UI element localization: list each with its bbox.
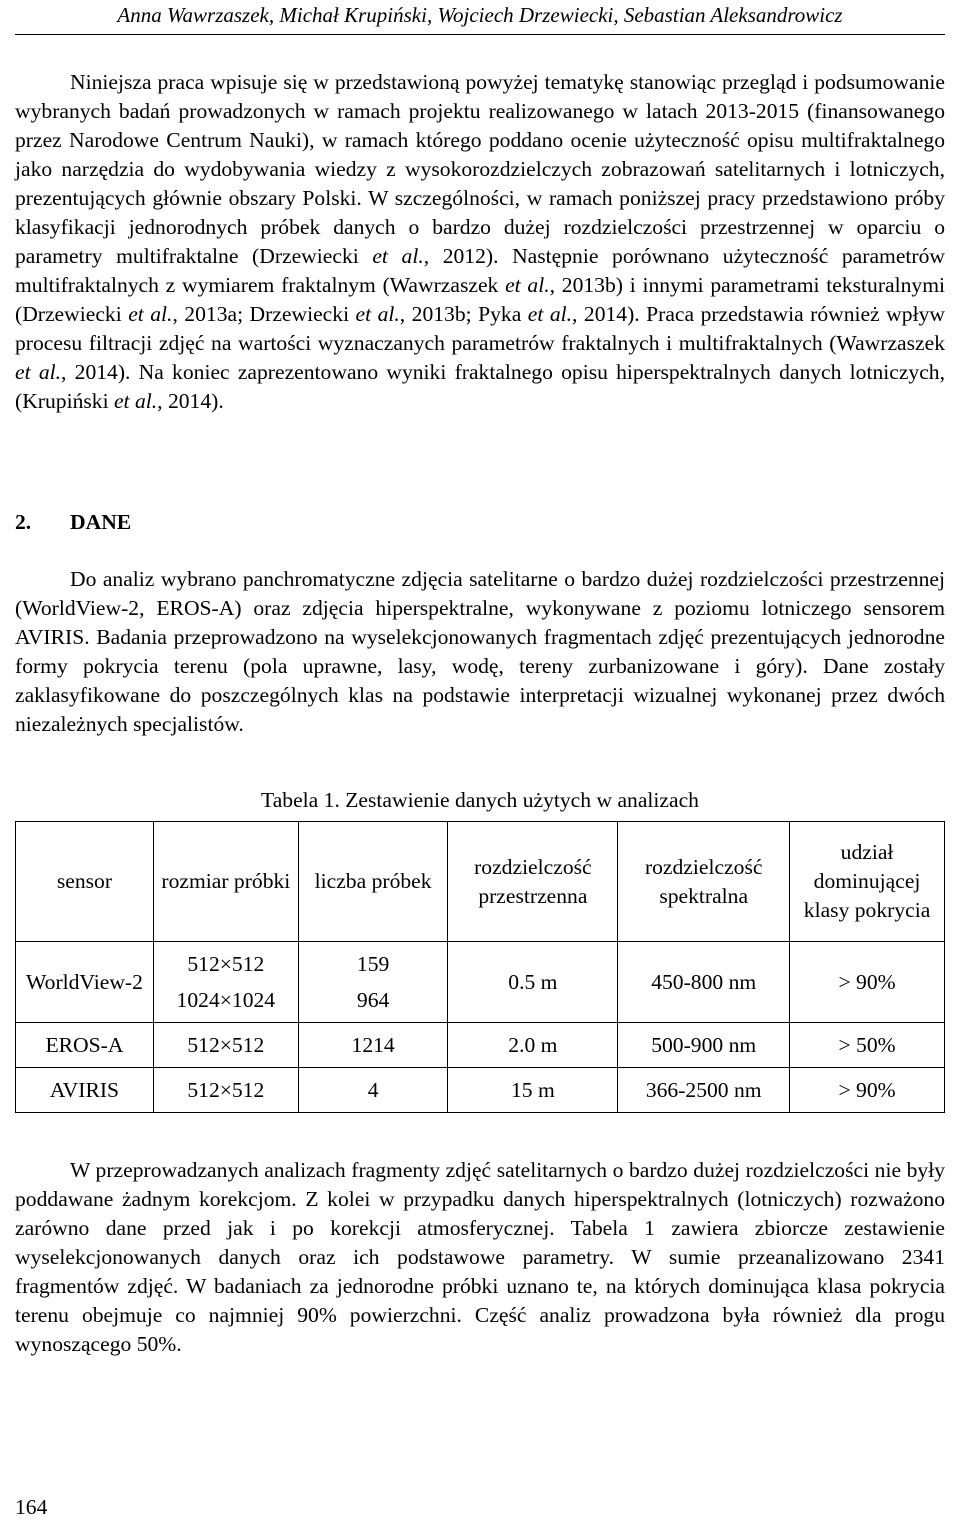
- table-row: [16, 1068, 945, 1113]
- cell-spectral-resolution: 500-900 nm: [618, 1023, 790, 1068]
- text-segment: , 2014).: [157, 389, 224, 413]
- header-spatial-resolution: rozdzielczość przestrzenna: [448, 822, 618, 942]
- cell-spatial-resolution: 15 m: [448, 1068, 618, 1113]
- header-sample-size: rozmiar próbki: [153, 822, 298, 942]
- cell-sample-size: 512×512: [153, 1023, 298, 1068]
- cell-sample-count: 1214: [298, 1023, 448, 1068]
- cell-spectral-resolution: 366-2500 nm: [618, 1068, 790, 1113]
- cell-sensor: AVIRIS: [16, 1068, 154, 1113]
- cell-spectral-resolution: 450-800 nm: [618, 942, 790, 1023]
- document-page: [15, 0, 945, 1518]
- cell-spatial-resolution: 0.5 m: [448, 942, 618, 1023]
- header-sample-count: liczba próbek: [298, 822, 448, 942]
- section-title: DANE: [70, 510, 132, 534]
- text-segment: , 2014). Praca przedstawia również wpływ procesu filtracji zdjęć na wartości wyznaczanych parametrów fraktalnych i multifraktalnych (Wawrzaszek: [15, 302, 945, 355]
- table-row: [16, 942, 945, 1023]
- et-al-italic: et al.: [372, 244, 424, 268]
- cell-dominant-share: > 90%: [790, 942, 945, 1023]
- cell-sample-count-a: 159: [356, 952, 390, 976]
- cell-sample-count: [298, 942, 448, 1023]
- cell-spatial-resolution: 2.0 m: [448, 1023, 618, 1068]
- paragraph-data-description: Do analiz wybrano panchromatyczne zdjęcia satelitarne o bardzo dużej rozdzielczości przestrzennej (WorldView-2, EROS-A) oraz zdjęcia hiperspektralne, wykonywane z poziomu lotniczego sensorem AVIRIS. Badania przeprowadzono na wyselekcjonowanych fragmentach zdjęć prezentujących jednorodne formy pokrycia terenu (pola uprawne, lasy, wodę, tereny zurbanizowane i góry). Dane zostały zaklasyfikowane do poszczególnych klas na podstawie interpretacji wizualnej wykonanej przez dwóch niezależnych specjalistów.: [15, 567, 945, 736]
- section-heading: [15, 508, 131, 537]
- cell-sample-count: 4: [298, 1068, 448, 1113]
- text-segment: , 2013b; Pyka: [399, 302, 528, 326]
- text-segment: , 2013a; Drzewiecki: [172, 302, 356, 326]
- et-al-italic: et al.: [113, 389, 158, 413]
- cell-dominant-share: > 50%: [790, 1023, 945, 1068]
- cell-sample-size-b: 1024×1024: [176, 988, 276, 1012]
- paragraph-introduction: [15, 68, 945, 416]
- page-number: 164: [15, 1495, 48, 1519]
- running-header-authors: Anna Wawrzaszek, Michał Krupiński, Wojciech Drzewiecki, Sebastian Aleksandrowicz: [15, 2, 945, 35]
- cell-sample-size: [153, 942, 298, 1023]
- et-al-italic: et al.: [355, 302, 400, 326]
- paragraph-preprocessing: W przeprowadzanych analizach fragmenty zdjęć satelitarnych o bardzo dużej rozdzielczości nie były poddawane żadnym korekcjom. Z kolei w przypadku danych hiperspektralnych (lotniczych) rozważono zarówno dane przed jak i po korekcji atmosferycznej. Tabela 1 zawiera zbiorcze zestawienie wyselekcjonowanych danych oraz ich podstawowe parametry. W sumie przeanalizowano 2341 fragmentów zdjęć. W badaniach za jednorodne próbki uznano te, na których dominująca klasa pokrycia terenu obejmuje co najmniej 90% powierzchni. Część analiz prowadzona była również dla progu wynoszącego 50%.: [15, 1158, 945, 1356]
- et-al-italic: et al.: [527, 302, 573, 326]
- header-sensor: sensor: [16, 822, 154, 942]
- text-segment: , 2013b) i innymi parametrami teksturalnymi (Drzewiecki: [15, 273, 945, 326]
- table-header-row: [16, 822, 945, 942]
- data-summary-table: [15, 821, 945, 1113]
- header-dominant-share: udział dominującej klasy pokrycia: [790, 822, 945, 942]
- text-segment: , 2012). Następnie porównano użyteczność parametrów multifraktalnych z wymiarem fraktalnym (Wawrzaszek: [15, 244, 945, 297]
- header-spectral-resolution: rozdzielczość spektralna: [618, 822, 790, 942]
- cell-sample-size: 512×512: [153, 1068, 298, 1113]
- text-segment: , 2014). Na koniec zaprezentowano wyniki fraktalnego opisu hiperspektralnych danych lotniczych, (Krupiński: [15, 360, 945, 413]
- et-al-italic: et al.: [15, 360, 62, 384]
- et-al-italic: et al.: [505, 273, 550, 297]
- cell-dominant-share: > 90%: [790, 1068, 945, 1113]
- cell-sensor: EROS-A: [16, 1023, 154, 1068]
- section-number: 2.: [15, 510, 32, 534]
- cell-sample-count-b: 964: [356, 988, 390, 1012]
- et-al-italic: et al.: [128, 302, 173, 326]
- cell-sensor: WorldView-2: [16, 942, 154, 1023]
- text-segment: Niniejsza praca wpisuje się w przedstawioną powyżej tematykę stanowiąc przegląd i podsumowanie wybranych badań prowadzonych w ramach projektu realizowanego w latach 2013-2015 (finansowanego przez Narodowe Centrum Nauki), w ramach którego poddano ocenie użyteczność opisu multifraktalnego jako narzędzia do wydobywania wiedzy z wysokorozdzielczych zobrazowań satelitarnych i lotniczych, prezentujących głównie obszary Polski. W szczególności, w ramach poniższej pracy przedstawiono próby klasyfikacji jednorodnych próbek danych o bardzo dużej rozdzielczości przestrzennej w oparciu o parametry multifraktalne (Drzewiecki: [15, 70, 945, 268]
- table-caption: Tabela 1. Zestawienie danych użytych w analizach: [261, 788, 699, 812]
- table-row: [16, 1023, 945, 1068]
- cell-sample-size-a: 512×512: [187, 952, 265, 976]
